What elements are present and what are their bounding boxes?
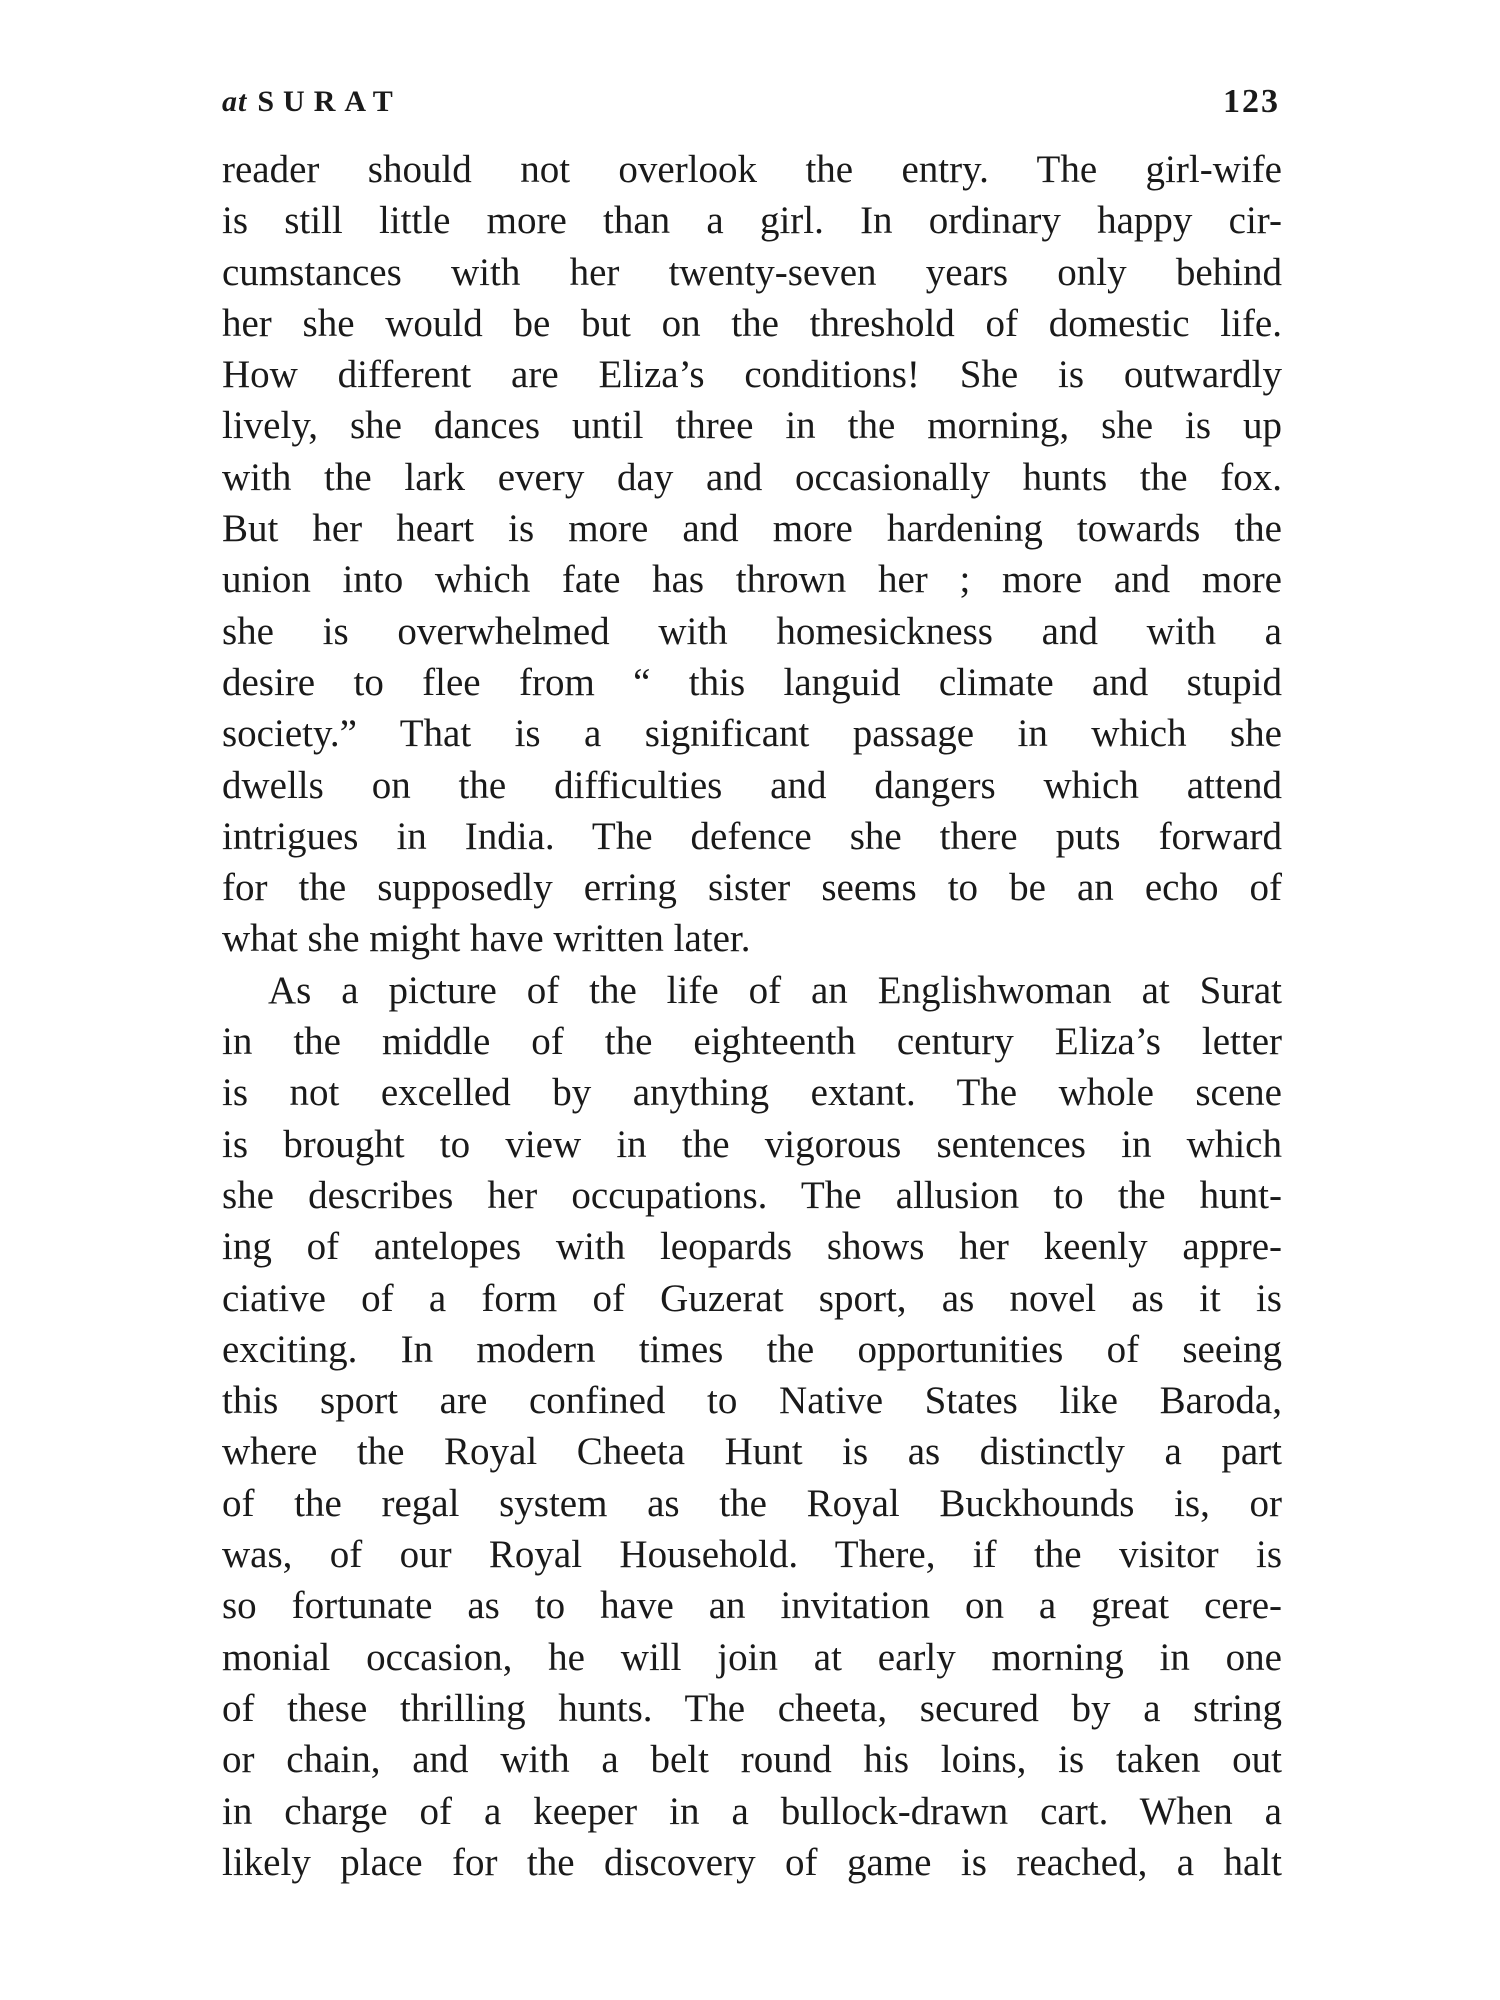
- text-line: her she would be but on the threshold of domestic life.: [222, 301, 1282, 345]
- text-line: what she might have written later.: [222, 917, 751, 961]
- text-line: was, of our Royal Household. There, if the visitor is: [222, 1533, 1282, 1577]
- running-head-italic: at: [222, 85, 248, 118]
- text-line: intrigues in India. The defence she there puts forward: [222, 814, 1282, 858]
- text-line: with the lark every day and occasionally hunts the fox.: [222, 455, 1282, 499]
- text-line: But her heart is more and more hardening towards the: [222, 507, 1282, 551]
- text-line: ciative of a form of Guzerat sport, as novel as it is: [222, 1276, 1282, 1320]
- text-line: dwells on the difficulties and dangers which attend: [222, 763, 1282, 807]
- text-line: she describes her occupations. The allusion to the hunt-: [222, 1173, 1282, 1217]
- text-line: is brought to view in the vigorous sentences in which: [222, 1122, 1282, 1166]
- running-head-title: [222, 82, 402, 122]
- text-line: likely place for the discovery of game is reached, a halt: [222, 1840, 1282, 1884]
- text-line: so fortunate as to have an invitation on a great cere-: [222, 1584, 1282, 1628]
- text-line: society.” That is a significant passage in which she: [222, 712, 1282, 756]
- text-line: of the regal system as the Royal Buckhounds is, or: [222, 1481, 1282, 1525]
- text-line: How different are Eliza’s conditions! She is outwardly: [222, 353, 1282, 397]
- body-text: [222, 144, 1282, 1888]
- running-head-caps: SURAT: [257, 85, 402, 118]
- text-line: union into which fate has thrown her ; more and more: [222, 558, 1282, 602]
- text-line: exciting. In modern times the opportunities of seeing: [222, 1327, 1282, 1371]
- text-line: desire to flee from “ this languid climate and stupid: [222, 660, 1282, 704]
- text-line: is still little more than a girl. In ordinary happy cir-: [222, 199, 1282, 243]
- text-line: cumstances with her twenty-seven years only behind: [222, 250, 1282, 294]
- running-head: [222, 82, 1280, 122]
- text-line: lively, she dances until three in the morning, she is up: [222, 404, 1282, 448]
- text-line: or chain, and with a belt round his loins, is taken out: [222, 1738, 1282, 1782]
- text-line: reader should not overlook the entry. The girl-wife: [222, 148, 1282, 191]
- text-line: this sport are confined to Native States like Baroda,: [222, 1379, 1282, 1423]
- text-line: monial occasion, he will join at early morning in one: [222, 1635, 1282, 1679]
- text-line: of these thrilling hunts. The cheeta, secured by a string: [222, 1686, 1282, 1730]
- text-line: for the supposedly erring sister seems to be an echo of: [222, 866, 1282, 910]
- paragraph-1: [222, 144, 1282, 965]
- text-line: she is overwhelmed with homesickness and with a: [222, 609, 1282, 653]
- text-line: ing of antelopes with leopards shows her keenly appre-: [222, 1225, 1282, 1269]
- text-line: in the middle of the eighteenth century Eliza’s letter: [222, 1020, 1282, 1064]
- text-line: in charge of a keeper in a bullock-drawn cart. When a: [222, 1789, 1282, 1833]
- text-line: As a picture of the life of an Englishwoman at Surat: [268, 968, 1282, 1012]
- page-number: 123: [1223, 83, 1280, 120]
- text-line: where the Royal Cheeta Hunt is as distinctly a part: [222, 1430, 1282, 1474]
- paragraph-2: [222, 965, 1282, 1888]
- text-line: is not excelled by anything extant. The whole scene: [222, 1071, 1282, 1115]
